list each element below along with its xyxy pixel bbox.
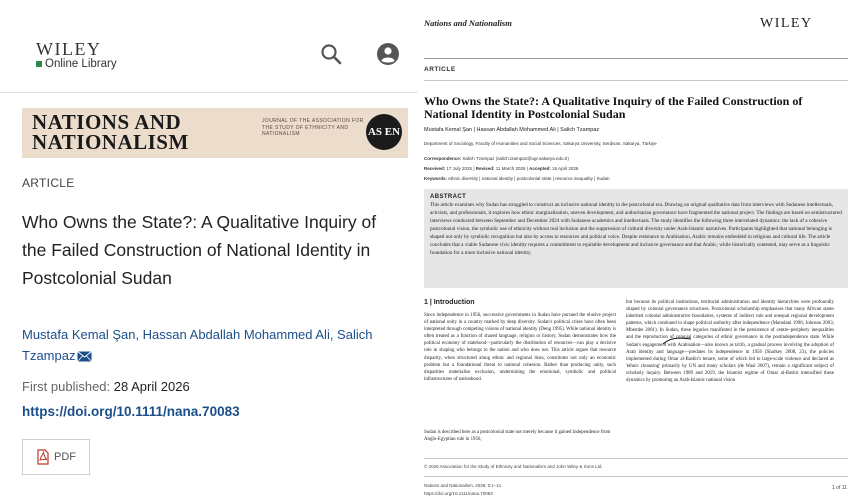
author-list[interactable] <box>22 324 402 366</box>
author-names[interactable]: Mustafa Kemal Şan, Hassan Abdallah Mohammed Ali, Salich Tzampaz <box>22 327 373 363</box>
received-label: Received: <box>424 166 446 171</box>
first-published-label: First published: <box>22 379 111 394</box>
online-library-text: Online Library <box>45 58 117 70</box>
doi-link[interactable]: https://doi.org/10.1111/nana.70083 <box>22 404 240 419</box>
header-rule <box>424 58 848 59</box>
intro-column-1: Since independence in 1956, successive governments in Sudan have pursued the elusive project of national unity in a country marked by deep diversity. Sudan's political crises have often been interpreted through competing visions of national identity (Deng 1995). While national identity is often treated as a function of shared language, religion or history, Sudan demonstrates how the political economy of statehood—particularly the distribution of resources—can play a decisive role in shaping who belongs to the nation and who does not. This article argues that resource disparity, when structured along ethnic and regional lines, constitutes not only an economic problem but a foundational threat to national cohesion. Rather than producing unity, such disparities materialise exclusion, undermining the emotional, symbolic and political infrastructures of nationhood. <box>424 313 616 382</box>
pdf-button[interactable] <box>22 439 90 475</box>
correspondence-label: Correspondence: <box>424 156 462 161</box>
pdf-label: PDF <box>54 451 76 463</box>
account-icon[interactable] <box>376 42 400 66</box>
paper-authors: Mustafa Kemal Şan | Hassan Abdallah Mohammed Ali | Salich Tzampaz <box>424 127 600 133</box>
first-published <box>22 379 190 394</box>
page-number: 1 of 11 <box>832 485 847 491</box>
correspondence-value: Salich Tzampaz (salich.tzampaz@ogr.sakarya.edu.tr) <box>462 156 570 161</box>
footer-rule <box>424 458 848 459</box>
green-square-icon <box>36 61 42 67</box>
banner-title-line2: NATIONALISM <box>32 130 189 154</box>
history-dates: Received: 17 July 2025 | Revised: 11 March 2026 | Accepted: 16 April 2026 <box>424 166 579 171</box>
publisher-logo: WILEY <box>760 16 813 31</box>
intro-column-2: but because its political institutions, territorial administration and identity hierarchies were profoundly shaped by colonial governance structures. Postcolonial scholarship emphasises that many African states inherited colonial administrative boundaries, systems of indirect rule and unequal regional development patterns, which continued to shape political authority after independence (Mamdani 1996; Johnson 2003; Mbembe 2001). In Sudan, these legacies manifested in the persistence of centre–periphery inequalities and the reproduction of colonial categories of ethnic governance in the postindependence state. While Sudan's engagement with Arabisation—also known as ta'rib, a gradual process involving the adoption of Arab identity and language—predates its independence in 1956 (Sharkey 2008, 23), the policies implemented during Omar al-Bashir's tenure, some of which led to large-scale violence and declared as 'ethnic cleansing' primarily by UN and many scholars (de Waal 2007), remain a significant subject of scholarly inquiry. Between 1989 and 2019, the Islamist regime of Omar al-Bashir intensified these dynamics by promoting an Arab-Islamic national vision <box>626 300 834 384</box>
paper-article-label: ARTICLE <box>424 66 456 73</box>
footer-rule-2 <box>424 476 848 477</box>
paper-affiliation: Department of Sociology, Faculty of Humanities and Social Sciences, Sakarya University, Serdivan, Sakarya, Türkiye <box>424 141 657 146</box>
wiley-online-library-logo[interactable] <box>36 40 117 70</box>
abstract-box <box>424 189 848 288</box>
article-title: Who Owns the State?: A Qualitative Inquiry of the Failed Construction of National Identity in Postcolonial Sudan <box>22 212 377 288</box>
pdf-first-page <box>418 0 860 504</box>
journal-banner-subtitle: JOURNAL OF THE ASSOCIATION FOR THE STUDY OF ETHNICITY AND NATIONALISM <box>262 118 364 137</box>
footer-citation: Nations and Nationalism, 2026; 0:1–11 <box>424 483 502 488</box>
article-type-label: ARTICLE <box>22 176 75 190</box>
article-label-rule <box>424 80 848 81</box>
received-date: 17 July 2025 <box>446 166 473 171</box>
introduction-heading: 1 | Introduction <box>424 299 475 306</box>
mail-icon[interactable] <box>77 351 92 362</box>
abstract-text: This article examines why Sudan has struggled to construct an inclusive national identity in the postcolonial era. Drawing on original qualitative data from interviews with Sudanese intellectuals, activists, and professionals, it explores how ethnic marginalisation, uneven development, and authoritarian governance have fragmented the national project. The findings are based on semistructured interviews conducted between September and December 2024 with Sudanese academics and intellectuals. The study identifies the following three interrelated dynamics: the lack of a cohesive postcolonial vision, the symbolic use of ethnicity without real inclusion and the suppression of cultural diversity under Arab-Islamic narratives. Participants highlighted that national belonging is shaped not only by symbolic recognition but also by access to resources and political voice. Despite resistance to Arabisation, Arabic remains embedded in religious and cultural life. The article concludes that a viable Sudanese civic identity requires a commitment to equitable development and inclusive governance and that Arabic, while historically contested, may serve as a linguistic foundation for a more inclusive national identity. <box>430 202 842 256</box>
keywords-value: ethnic diversity | national identity | postcolonial state | resource inequality | Sudan <box>448 176 610 181</box>
paper-title: Who Owns the State?: A Qualitative Inquiry of the Failed Construction of National Identity in Postcolonial Sudan <box>424 94 803 121</box>
accepted-label: Accepted: <box>529 166 551 171</box>
header-divider <box>0 92 418 93</box>
mobile-article-page <box>0 0 418 504</box>
accepted-date: 16 April 2026 <box>552 166 579 171</box>
intro-column-1-paragraph-2: Sudan is described here as a postcolonial state not merely because it gained independence from Anglo-Egyptian rule in 1956, <box>424 430 611 443</box>
footer-doi: https://doi.org/10.1111/nana.70083 <box>424 491 493 496</box>
journal-banner-title <box>32 112 189 152</box>
abstract-heading: ABSTRACT <box>430 194 467 200</box>
pen-annotation-mark <box>662 336 692 346</box>
asen-logo: AS EN <box>366 114 402 150</box>
search-icon[interactable] <box>319 42 343 66</box>
keywords-label: Keywords: <box>424 176 448 181</box>
journal-banner <box>22 108 408 158</box>
pdf-icon <box>36 449 50 465</box>
first-published-date: 28 April 2026 <box>113 379 190 394</box>
online-library-row <box>36 58 117 70</box>
keywords <box>424 176 610 181</box>
copyright-line: © 2026 Association for the Study of Ethnicity and Nationalism and John Wiley & Sons Ltd. <box>424 464 603 469</box>
revised-date: 11 March 2026 <box>495 166 526 171</box>
running-head-journal: Nations and Nationalism <box>424 18 512 28</box>
banner-title-line1: NATIONS AND <box>32 110 182 134</box>
wiley-wordmark: WILEY <box>36 39 102 59</box>
correspondence <box>424 156 569 161</box>
revised-label: Revised: <box>475 166 495 171</box>
